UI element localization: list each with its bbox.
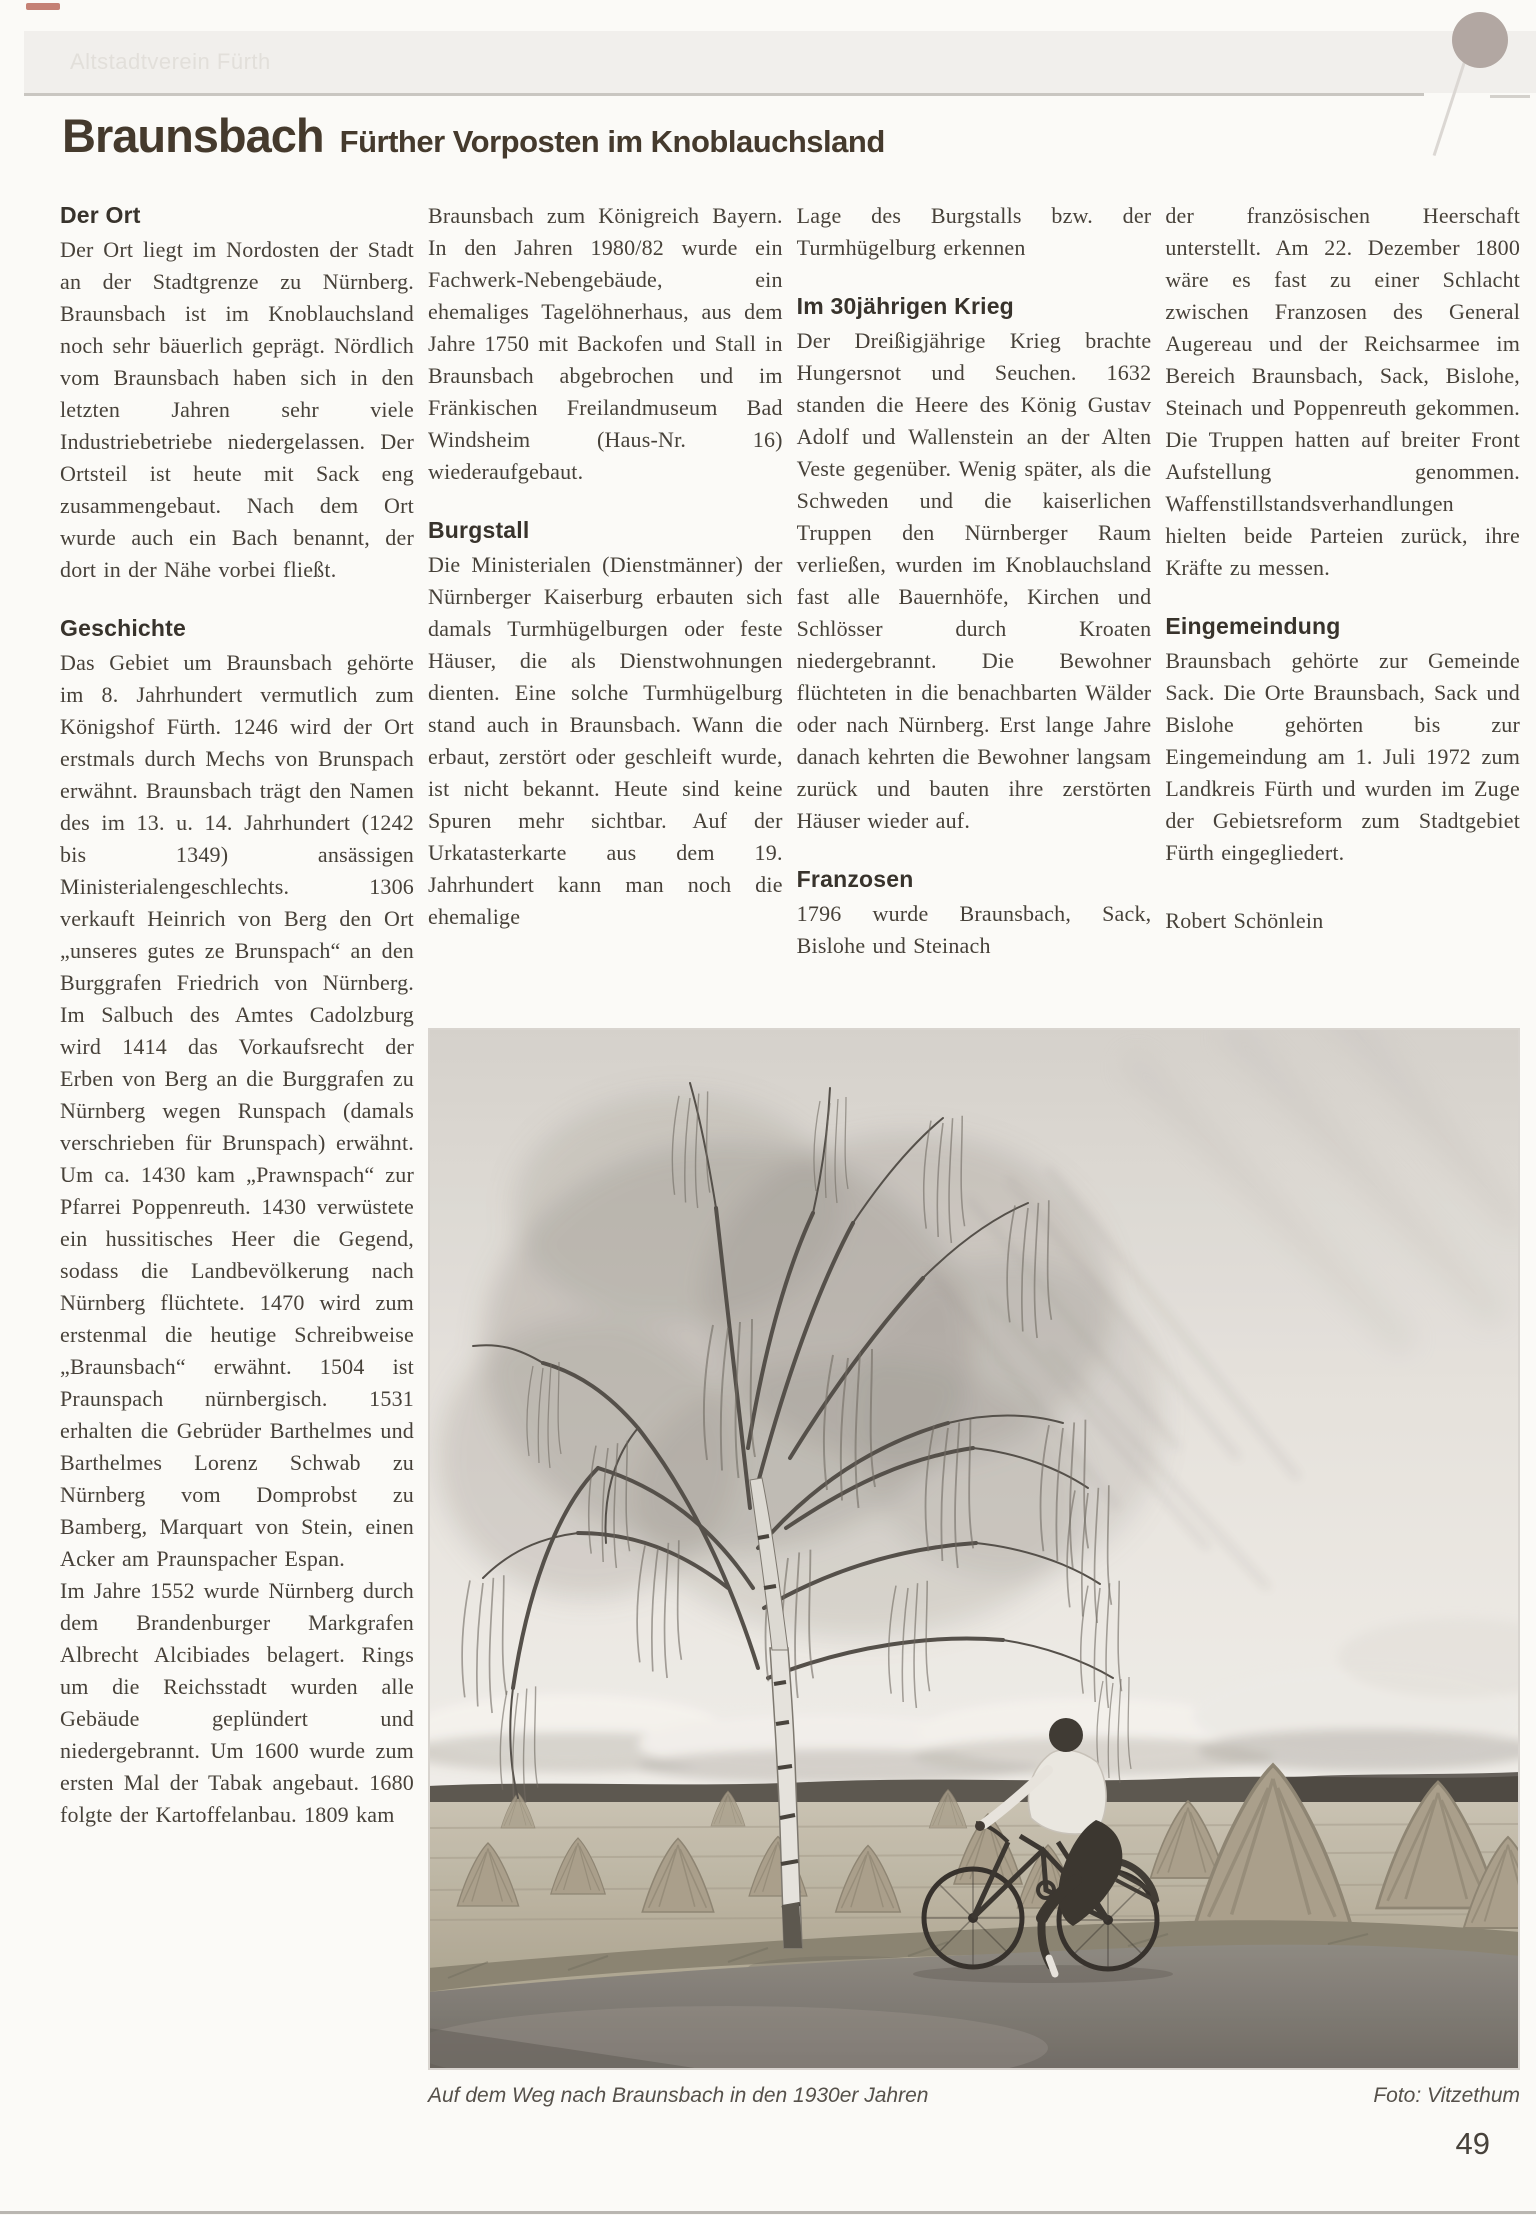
section-heading: Eingemeindung	[1165, 613, 1341, 639]
section-heading: Der Ort	[60, 202, 141, 228]
header-watermark: Altstadtverein Fürth	[70, 49, 271, 74]
logo-circle-icon	[1452, 12, 1508, 68]
page-number: 49	[1455, 2126, 1490, 2161]
paragraph: 1796 wurde Braunsbach, Sack, Bislohe und Steinach	[796, 901, 1152, 958]
article-title	[62, 108, 885, 163]
section-heading: Franzosen	[796, 866, 914, 892]
header-divider	[24, 93, 1424, 96]
upper-columns	[428, 200, 1520, 1028]
header-band	[24, 31, 1536, 93]
title-main: Braunsbach	[62, 109, 324, 162]
bottom-scan-line	[0, 2211, 1536, 2214]
historic-photo-figure	[428, 1028, 1520, 2108]
author-byline: Robert Schönlein	[1165, 908, 1324, 933]
article-body	[60, 200, 1520, 2108]
header-divider-end	[1490, 95, 1530, 98]
text-column-4	[1165, 200, 1520, 1028]
text-column-2	[428, 200, 783, 1028]
paragraph: Braunsbach zum Königreich Bayern. In den Jahren 1980/82 wurde ein Fachwerk-Nebengebäude, ein ehemaliges Tagelöhnerhaus, aus dem Jahre 1750 mit Backofen und Stall in Braunsbach abgebrochen und im Fränkischen Freilandmuseum Bad Windsheim (Haus-Nr. 16) wiederaufgebaut.	[428, 203, 783, 484]
text-column-1	[60, 200, 414, 2108]
section-heading: Im 30jährigen Krieg	[796, 293, 1014, 319]
scan-artifact-mark	[26, 3, 60, 10]
photo-credit: Foto: Vitzethum	[1373, 2084, 1520, 2107]
section-heading: Geschichte	[60, 615, 186, 641]
historic-photo	[428, 1028, 1520, 2070]
paragraph: Der Ort liegt im Nordosten der Stadt an der Stadtgrenze zu Nürnberg. Braunsbach ist im Knoblauchsland noch sehr bäuerlich geprägt. Nördlich vom Braunsbach haben sich in den letzten Jahren sehr viele Industriebetriebe niedergelassen. Der Ortsteil ist heute mit Sack eng zusammengebaut. Nach dem Ort wurde auch ein Bach benannt, der dort in der Nähe vorbei fließt.	[60, 237, 414, 582]
title-subtitle: Fürther Vorposten im Knoblauchsland	[339, 124, 885, 159]
paragraph: Lage des Burgstalls bzw. der Turmhügelburg erkennen	[796, 203, 1152, 260]
paragraph: Die Ministerialen (Dienstmänner) der Nürnberger Kaiserburg erbauten sich damals Turmhügelburgen oder feste Häuser, die als Dienstwohnungen dienten. Eine solche Turmhügelburg stand auch in Braunsbach. Wann die erbaut, zerstört oder geschleift wurde, ist nicht bekannt. Heute sind keine Spuren mehr sichtbar. Auf der Urkatasterkarte aus dem 19. Jahrhundert kann man noch die ehemalige	[428, 552, 783, 929]
section-heading: Burgstall	[428, 517, 530, 543]
paragraph: der französischen Heerschaft unterstellt. Am 22. Dezember 1800 wäre es fast zu einer Schlacht zwischen Franzosen des General Augereau und der Reichsarmee im Bereich Braunsbach, Sack, Bislohe, Steinach und Poppenreuth gekommen. Die Truppen hatten auf breiter Front Aufstellung genommen. Waffenstillstandsverhandlungen hielten beide Parteien zurück, ihre Kräfte zu messen.	[1165, 203, 1520, 580]
text-column-3	[797, 200, 1152, 1028]
photo-caption-row	[428, 2084, 1520, 2108]
photo-caption: Auf dem Weg nach Braunsbach in den 1930er Jahren	[428, 2084, 929, 2107]
right-area	[428, 200, 1520, 2108]
paragraph: Braunsbach gehörte zur Gemeinde Sack. Die Orte Braunsbach, Sack und Bislohe gehörten bis zur Eingemeindung am 1. Juli 1972 zum Landkreis Fürth und wurden im Zuge der Gebietsreform zum Stadtgebiet Fürth eingegliedert.	[1165, 648, 1520, 865]
paragraph: Das Gebiet um Braunsbach gehörte im 8. Jahrhundert vermutlich zum Königshof Fürth. 1246 wird der Ort erstmals durch Mechs von Brunspach erwähnt. Braunsbach trägt den Namen des im 13. u. 14. Jahrhundert (1242 bis 1349) ansässigen Ministerialengeschlechts. 1306 verkauft Heinrich von Berg den Ort „unseres gutes ze Brunspach“ an den Burggrafen Friedrich von Nürnberg. Im Salbuch des Amtes Cadolzburg wird 1414 das Vorkaufsrecht der Erben von Berg an die Burggrafen zu Nürnberg wegen Runspach (damals verschrieben für Brunspach) erwähnt. Um ca. 1430 kam „Prawnspach“ zur Pfarrei Poppenreuth. 1430 verwüstete ein hussitisches Heer die Gegend, sodass die Landbevölkerung nach Nürnberg flüchtete. 1470 wird zum erstenmal die heutige Schreibweise „Braunsbach“ erwähnt. 1504 ist Praunspach nürnbergisch. 1531 erhalten die Gebrüder Barthelmes und Barthelmes Lorenz Schwab zu Nürnberg vom Domprobst zu Bamberg, Marquart von Stein, einen Acker am Praunspacher Espan.	[60, 650, 414, 1571]
paragraph: Im Jahre 1552 wurde Nürnberg durch dem Brandenburger Markgrafen Albrecht Alcibiades belagert. Rings um die Reichsstadt wurden alle Gebäude geplündert und niedergebrannt. Um 1600 wurde zum ersten Mal der Tabak angebaut. 1680 folgte der Kartoffelanbau. 1809 kam	[60, 1578, 414, 1827]
paragraph: Der Dreißigjährige Krieg brachte Hungersnot und Seuchen. 1632 standen die Heere des König Gustav Adolf und Wallenstein an der Alten Veste gegenüber. Wenig später, als die Schweden und die kaiserlichen Truppen den Nürnberger Raum verließen, wurden im Knoblauchsland fast alle Bauernhöfe, Kirchen und Schlösser durch Kroaten niedergebrannt. Die Bewohner flüchteten in die benachbarten Wälder oder nach Nürnberg. Erst lange Jahre danach kehrten die Bewohner langsam zurück und bauten ihre zerstörten Häuser wieder auf.	[796, 328, 1152, 833]
